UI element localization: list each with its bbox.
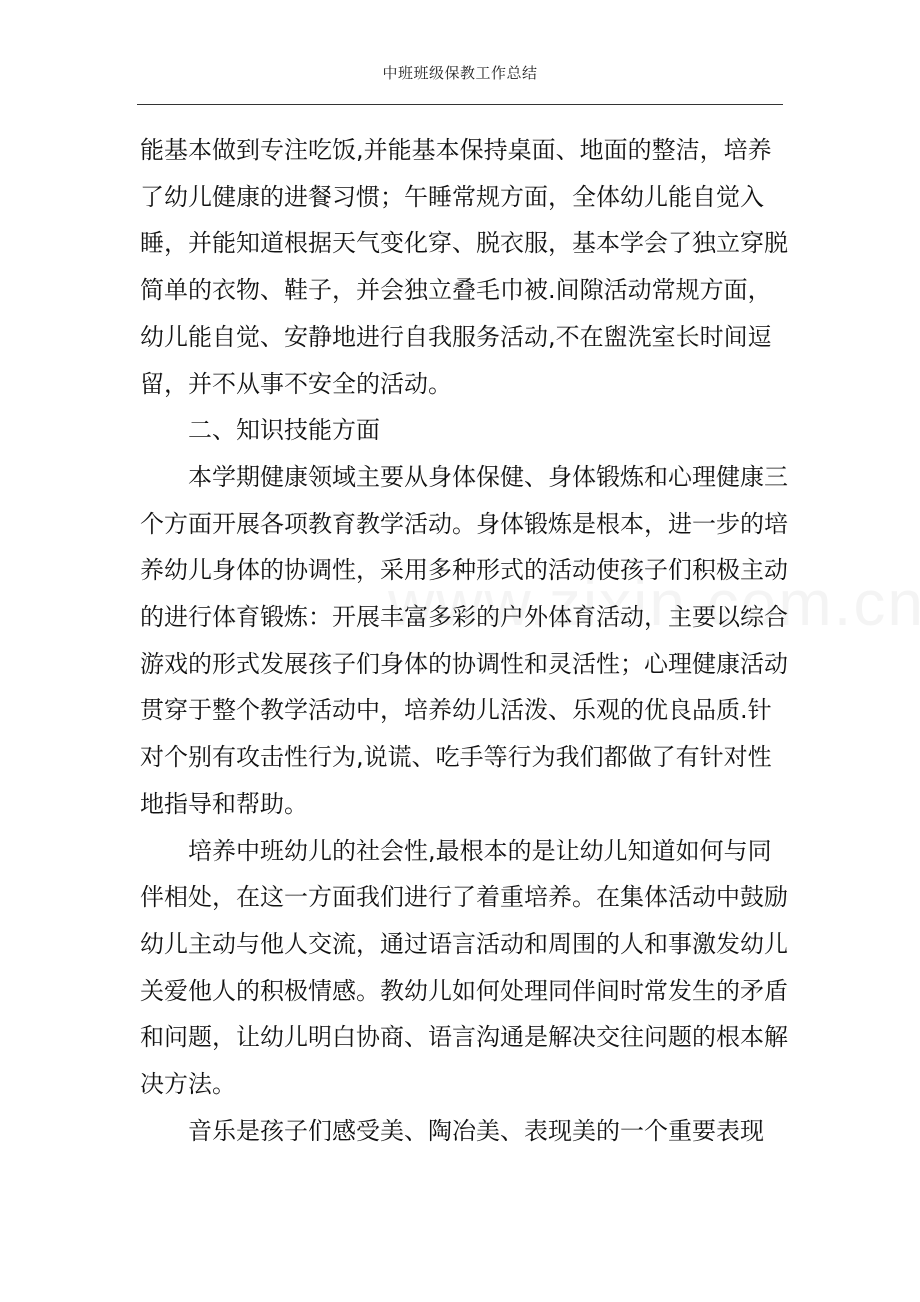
section-heading-knowledge-skills: 二、知识技能方面 [188,416,380,445]
paragraph-social-development: 培养中班幼儿的社会性,最根本的是让幼儿知道如何与同伴相处，在这一方面我们进行了着重培养。在集体活动中鼓励幼儿主动与他人交流，通过语言活动和周围的人和事激发幼儿关爱他人的积极情感。教幼儿如何处理同伴间时常发生的矛盾和问题，让幼儿明白协商、语言沟通是解决交往问题的根本解决方法。 [140,836,788,1099]
paragraph-music: 音乐是孩子们感受美、陶冶美、表现美的一个重要表现 [188,1116,764,1145]
paragraph-routine-continued: 能基本做到专注吃饭,并能基本保持桌面、地面的整洁，培养了幼儿健康的进餐习惯；午睡常规方面，全体幼儿能自觉入睡，并能知道根据天气变化穿、脱衣服，基本学会了独立穿脱简单的衣物、鞋子，并会独立叠毛巾被.间隙活动常规方面，幼儿能自觉、安静地进行自我服务活动,不在盥洗室长时间逗留，并不从事不安全的活动。 [140,136,788,398]
document-body [140,127,790,1154]
header-divider [137,104,783,105]
page-header-title: 中班班级保教工作总结 [382,64,538,82]
paragraph-health-domain: 本学期健康领域主要从身体保健、身体锻炼和心理健康三个方面开展各项教育教学活动。身体锻炼是根本，进一步的培养幼儿身体的协调性，采用多种形式的活动使孩子们积极主动的进行体育锻炼：开展丰富多彩的户外体育活动，主要以综合游戏的形式发展孩子们身体的协调性和灵活性；心理健康活动贯穿于整个教学活动中，培养幼儿活泼、乐观的优良品质.针对个别有攻击性行为,说谎、吃手等行为我们都做了有针对性地指导和帮助。 [140,462,788,818]
